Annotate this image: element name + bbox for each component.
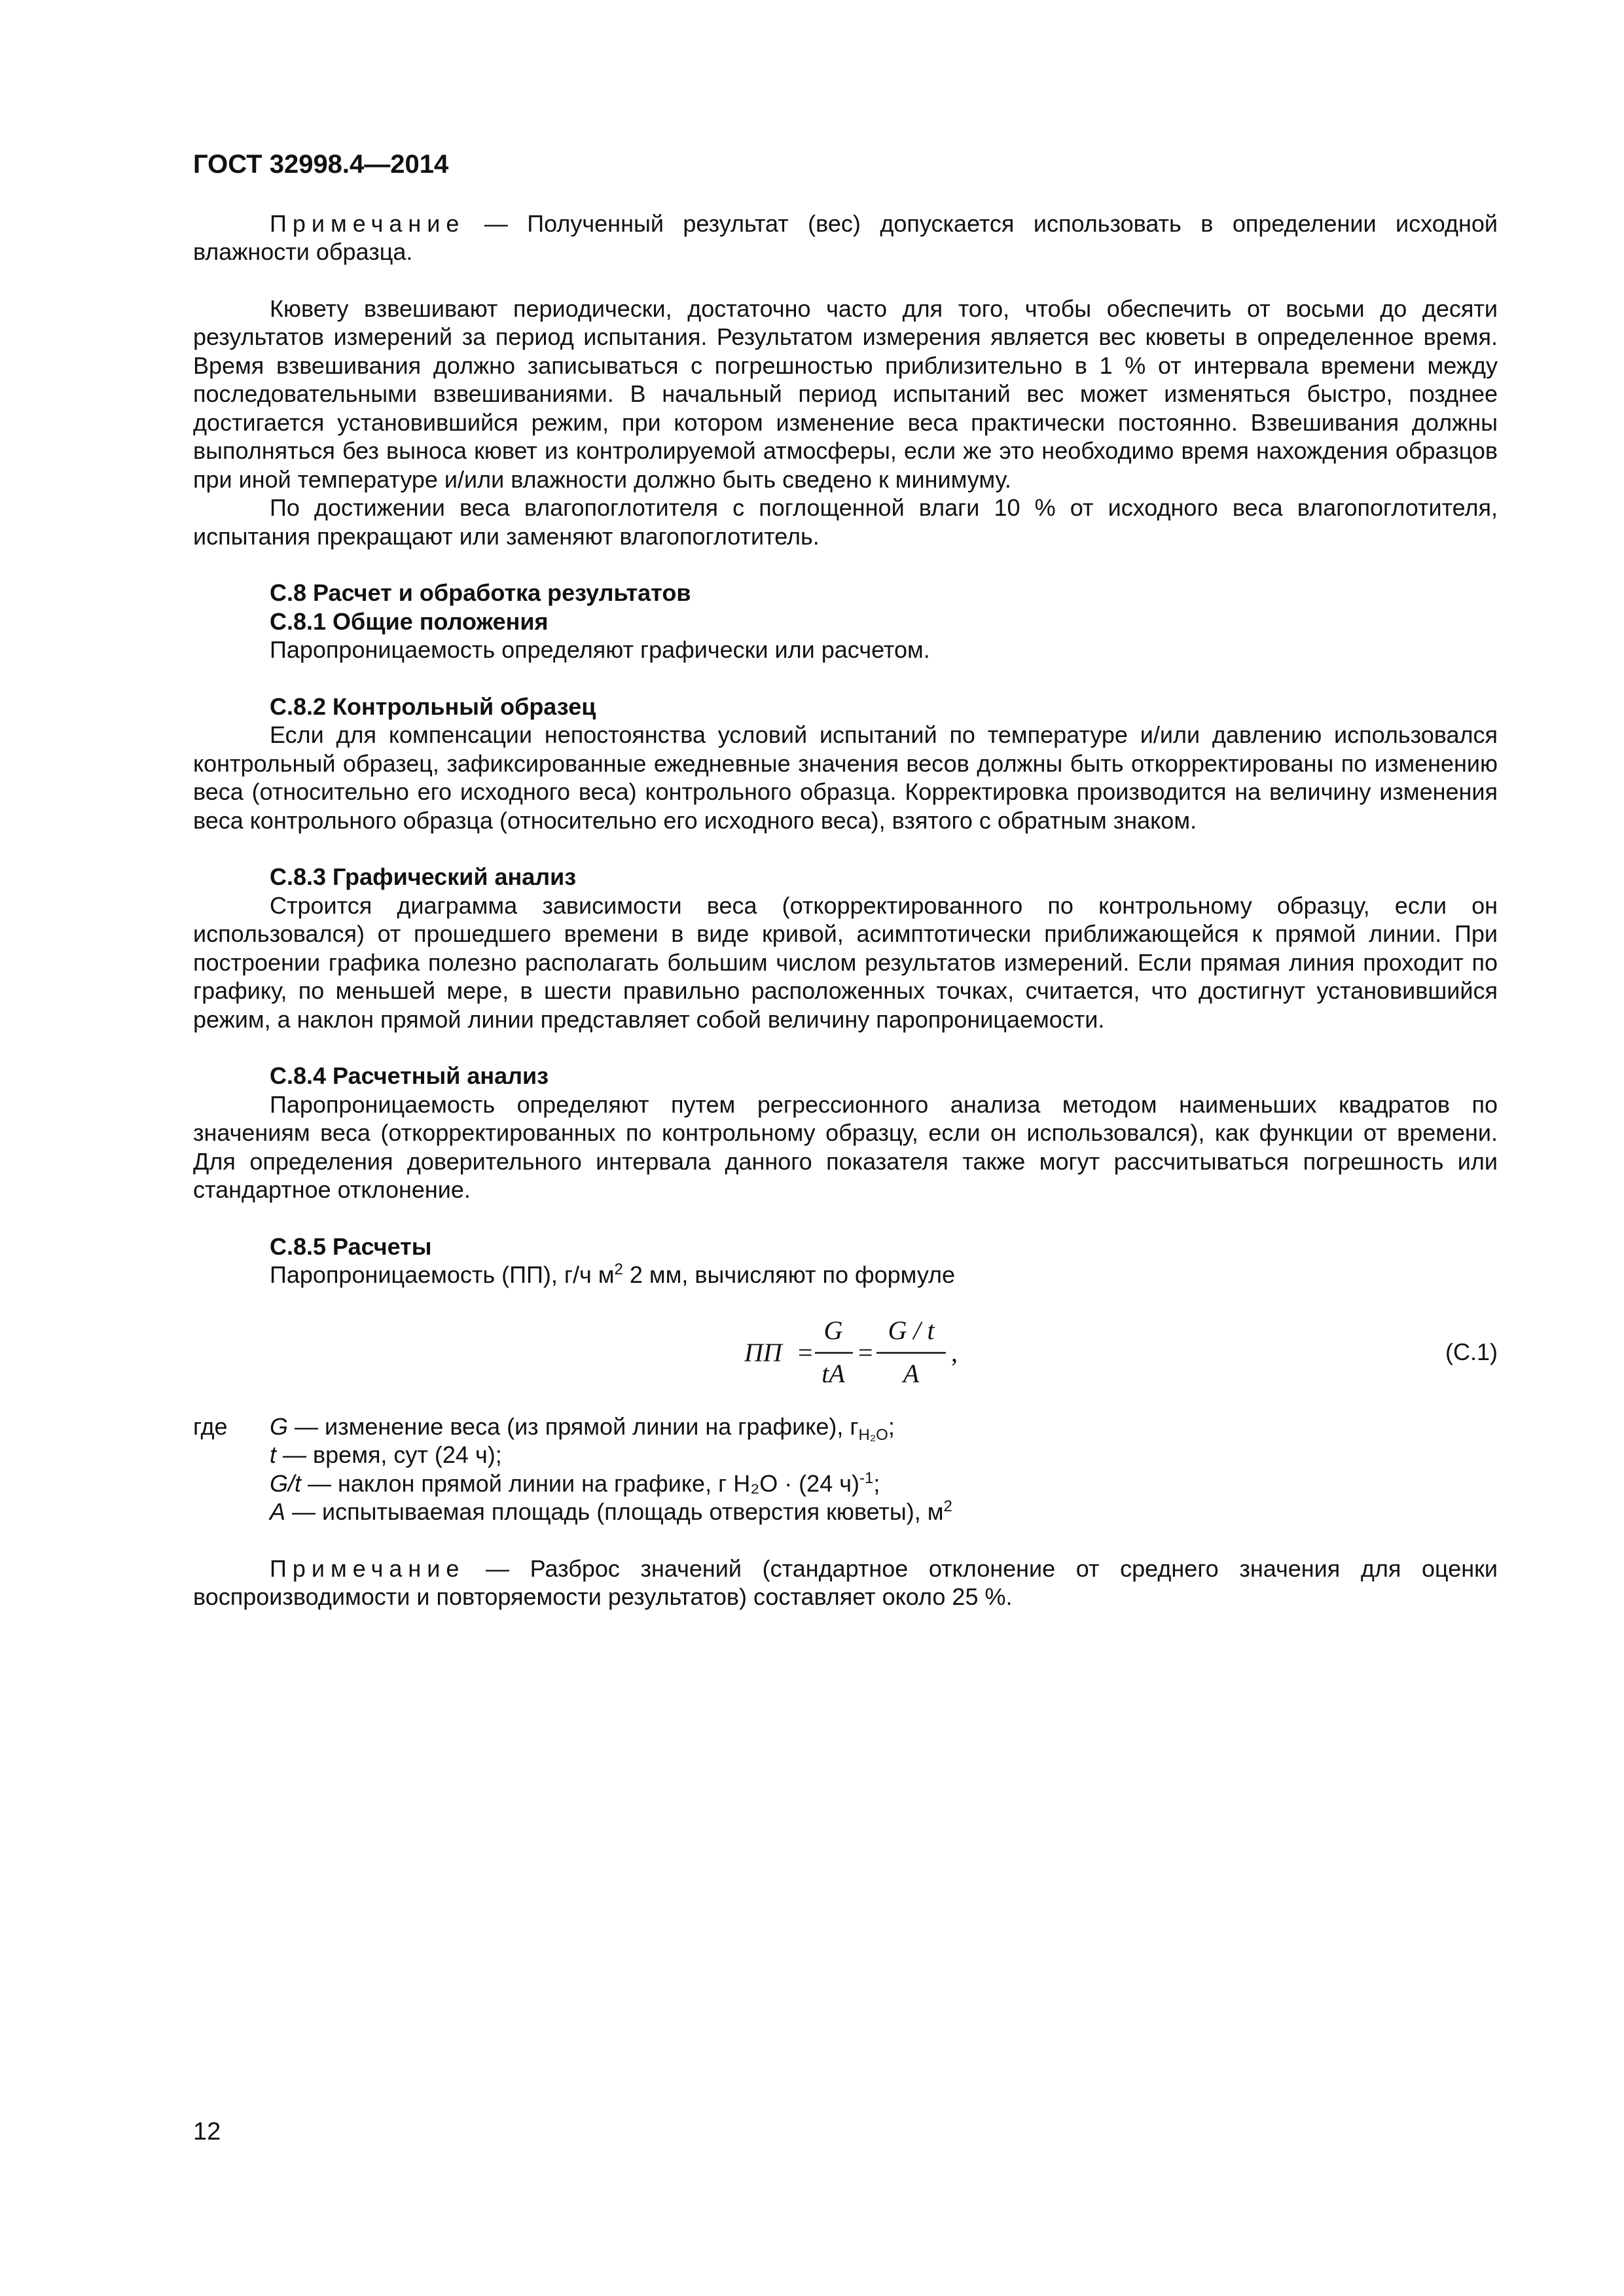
legend-item-g: G — изменение веса (из прямой линии на графике), $г_{H_2O}$; [270, 1412, 895, 1444]
paragraph-weighing: Кювету взвешивают периодически, достаточно часто для того, чтобы обеспечить от восьми до десяти результатов измерений за период испытания. Результатом измерения является вес кюветы в определенное время. Время взвешивания должно записываться с погрешностью приблизительно в 1 % от интервала времени между последовательными взвешиваниями. В начальный период испытаний вес может изменяться быстро, позднее достигается установившийся режим, при котором изменение веса практически постоянно. Взвешивания должны выполняться без выноса кювет из контролируемой атмосферы, если же это необходимо время нахождения образцов при иной температуре и/или влажности должно быть сведено к минимуму. [193, 295, 1498, 493]
note-label-2: Примечание [270, 1554, 465, 1582]
formula-equals-2: = [858, 1337, 873, 1367]
formula-equals-1: = [798, 1337, 813, 1367]
formula-comma: , [951, 1337, 958, 1367]
paragraph-c84: Паропроницаемость определяют путем регрессионного анализа методом наименьших квадратов по значениям веса (откорректированных по контрольному образцу, если он использовался), как функции от времени. Для определения доверительного интервала данного показателя также могут рассчитываться погрешность или стандартное отклонение. [193, 1090, 1498, 1203]
paragraph-c85: Паропроницаемость (ПП), г/ч $м^2$ 2 мм, вычисляют по формуле [270, 1261, 956, 1288]
legend-item-a: A — испытываемая площадь (площадь отверстия кюветы), $м^2$ [270, 1498, 952, 1525]
formula-c1 [193, 1308, 1498, 1399]
note-label: Примечание [270, 209, 465, 237]
paragraph-termination: По достижении веса влагопоглотителя с поглощенной влаги 10 % от исходного веса влагопоглотителя, испытания прекращают или заменяют влагопоглотитель. [193, 494, 1498, 550]
formula-number: (С.1) [1445, 1338, 1498, 1365]
section-heading-c84: С.8.4 Расчетный анализ [270, 1062, 549, 1089]
legend-item-t: t — время, сут (24 ч); [270, 1441, 502, 1468]
section-heading-c81: С.8.1 Общие положения [270, 607, 549, 635]
section-heading-c82: С.8.2 Контрольный образец [270, 692, 596, 720]
note-paragraph [193, 209, 1498, 266]
formula-denominator-1: tA [821, 1358, 845, 1388]
formula-graphic [744, 1308, 993, 1399]
formula-numerator-2: G / t [888, 1315, 935, 1345]
paragraph-c81: Паропроницаемость определяют графически или расчетом. [270, 636, 930, 663]
note-paragraph-2 [193, 1554, 1498, 1611]
document-header: ГОСТ 32998.4—2014 [193, 150, 449, 179]
page-number: 12 [193, 2118, 221, 2145]
legend-label: где [193, 1412, 228, 1440]
section-heading-c85: С.8.5 Расчеты [270, 1232, 432, 1260]
section-heading-c83: С.8.3 Графический анализ [270, 863, 577, 890]
section-heading-c8: С.8 Расчет и обработка результатов [270, 579, 691, 606]
formula-denominator-2: A [903, 1358, 920, 1388]
legend-block [193, 1412, 1498, 1526]
formula-numerator-1: G [823, 1315, 843, 1345]
paragraph-c83: Строится диаграмма зависимости веса (откорректированного по контрольному образцу, если он использовался) от прошедшего времени в виде кривой, асимптотически приближающейся к прямой линии. При построении графика полезно располагать большим числом результатов измерений. Если прямая линия проходит по графику, по меньшей мере, в шести правильно расположенных точках, считается, что достигнут установившийся режим, а наклон прямой линии представляет собой величину паропроницаемости. [193, 891, 1498, 1033]
paragraph-c82: Если для компенсации непостоянства условий испытаний по температуре и/или давлению использовался контрольный образец, зафиксированные ежедневные значения весов должны быть откорректированы по изменению веса (относительно его исходного веса) контрольного образца. Корректировка производится на величину изменения веса контрольного образца (относительно его исходного веса), взятого с обратным знаком. [193, 721, 1498, 834]
note-text-2: — Разброс значений (стандартное отклонение от среднего значения для оценки воспроизводимости и повторяемости результатов) составляет около 25 %. [193, 1554, 1498, 1610]
formula-lhs: ПП [744, 1337, 782, 1367]
note-text: — Полученный результат (вес) допускается использовать в определении исходной влажности образца. [193, 209, 1498, 265]
legend-item-gt: G/t — наклон прямой линии на графике, г H₂O · (24 ч)$^{-1}$; [270, 1469, 880, 1497]
document-page [193, 151, 1498, 1611]
